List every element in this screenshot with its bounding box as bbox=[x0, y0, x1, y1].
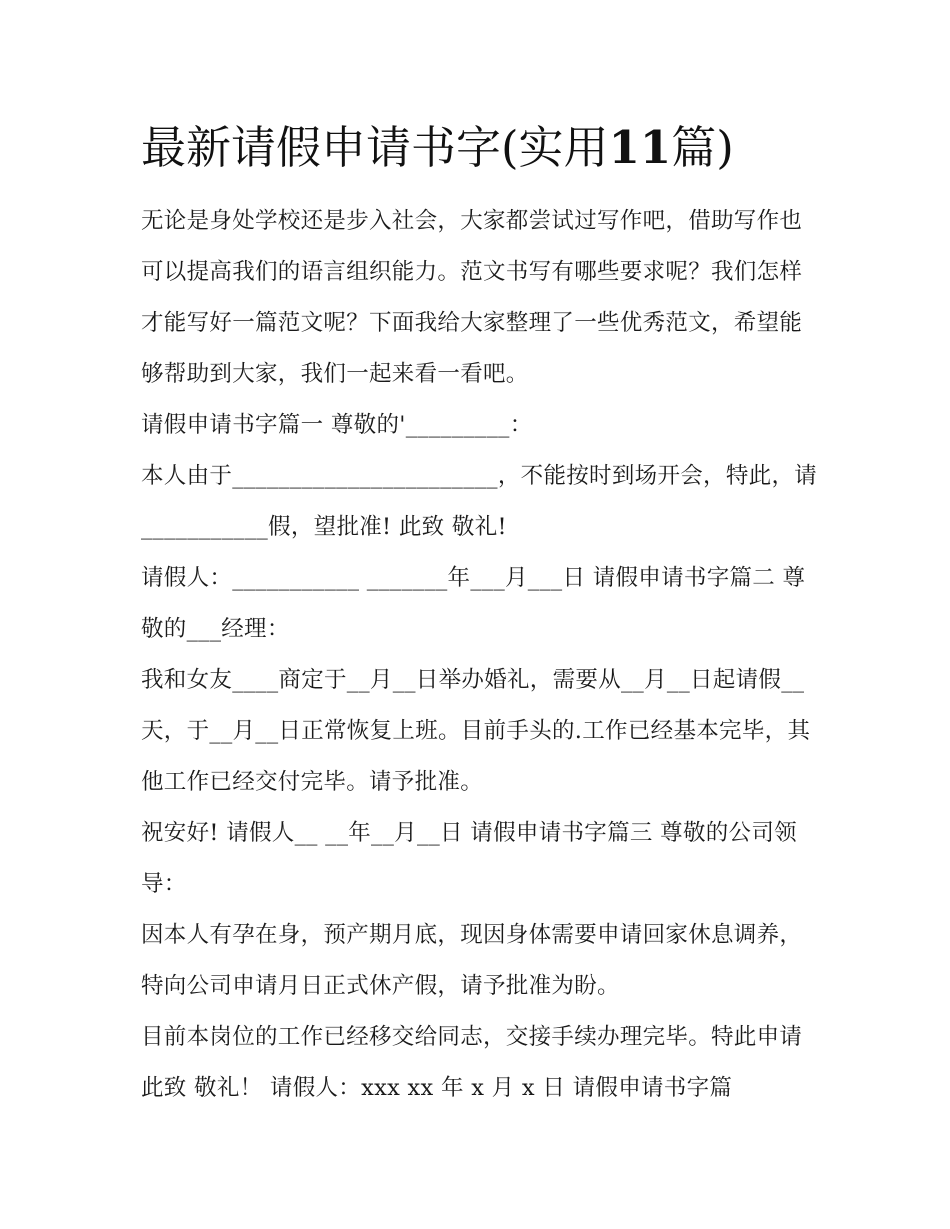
document-title bbox=[141, 118, 821, 178]
letter-one-body: 本人由于_______________________，不能按时到场开会，特此，请___________假，望批准! 此致 敬礼! bbox=[141, 463, 818, 540]
letter-three-closing: 目前本岗位的工作已经移交给同志，交接手续办理完毕。特此申请 此致 敬礼！ 请假人：xxx xx 年 x 月 x 日 请假申请书字篇 bbox=[141, 1024, 803, 1101]
title-number: 11 bbox=[608, 121, 672, 174]
letter-two-heading: 请假人：___________ _______年___月___日 请假申请书字篇二 尊敬的___经理： bbox=[141, 565, 806, 642]
intro-paragraph: 无论是身处学校还是步入社会，大家都尝试过写作吧，借助写作也可以提高我们的语言组织能力。范文书写有哪些要求呢？我们怎样才能写好一篇范文呢？下面我给大家整理了一些优秀范文，希望能够帮助到大家，我们一起来看一看吧。 bbox=[141, 208, 803, 387]
title-suffix: 篇) bbox=[671, 121, 734, 174]
document-body bbox=[141, 196, 821, 1114]
letter-two-body: 我和女友____商定于__月__日举办婚礼，需要从__月__日起请假__天，于__月__日正常恢复上班。目前手头的.工作已经基本完毕，其他工作已经交付完毕。请予批准。 bbox=[141, 667, 811, 795]
document-content bbox=[141, 118, 821, 1114]
letter-three-body: 因本人有孕在身，预产期月底，现因身体需要申请回家休息调养，特向公司申请月日正式休产假，请予批准为盼。 bbox=[141, 922, 803, 999]
letter-one-salutation: 请假申请书字篇一 尊敬的'_________： bbox=[141, 412, 533, 438]
title-prefix: 最新请假申请书字(实用 bbox=[141, 121, 609, 174]
letter-three-heading: 祝安好! 请假人__ __年__月__日 请假申请书字篇三 尊敬的公司领导： bbox=[141, 820, 797, 897]
